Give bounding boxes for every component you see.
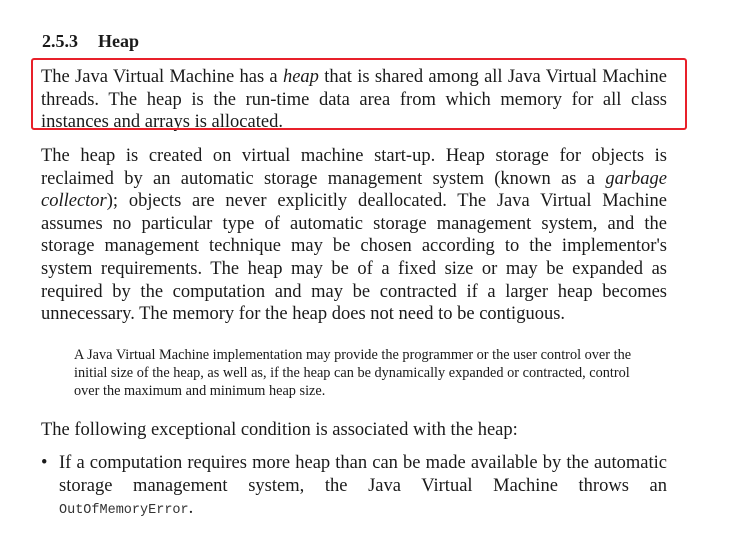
section-number: 2.5.3 <box>42 31 78 51</box>
implementation-note: A Java Virtual Machine implementation may provide the programmer or the user control over the initial size of the heap, as well as, if the heap can be dynamically expanded or contracted, control over the maximum and minimum heap size. <box>74 347 632 399</box>
emphasis-term: heap <box>282 67 319 87</box>
bullet-marker: • <box>41 453 48 473</box>
section-title: Heap <box>98 31 140 51</box>
exception-code: OutOfMemoryError <box>59 503 189 519</box>
heap-lifecycle-paragraph <box>41 145 667 326</box>
section-heading <box>42 30 139 52</box>
paragraph-text: The heap is created on virtual machine start-up. Heap storage for objects is reclaimed by an automatic storage management system (known as a <box>41 146 667 189</box>
paragraph-text: The Java Virtual Machine has a <box>41 67 283 87</box>
list-item-text: If a computation requires more heap than can be made available by the automatic storage management system, the Java Virtual Machine throws an <box>59 453 667 496</box>
emphasis-term: garbage collector <box>41 168 667 212</box>
list-item <box>41 452 667 523</box>
exception-list <box>41 452 667 523</box>
paragraph-text: ); objects are never explicitly deallocated. The Java Virtual Machine assumes no particular type of automatic storage management system, and the storage management technique may be chosen according to the implementor's system requirements. The heap may be of a fixed size or may be expanded as required by the computation and may be contracted if a larger heap becomes unnecessary. The memory for the heap does not need to be contiguous. <box>41 191 667 325</box>
heap-definition-paragraph <box>41 66 667 134</box>
exception-intro-paragraph: The following exceptional condition is associated with the heap: <box>41 420 518 440</box>
list-item-suffix: . <box>188 498 194 519</box>
paragraph-text: that is shared among all Java Virtual Machine threads. The heap is the run-time data area from which memory for all class instances and arrays is allocated. <box>41 67 667 133</box>
